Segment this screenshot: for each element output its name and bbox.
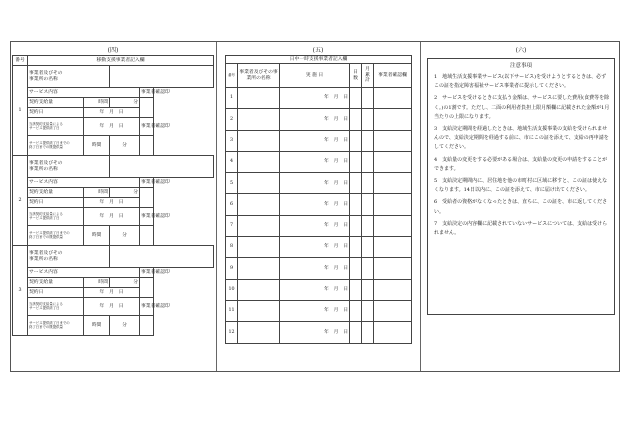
remaining-minutes[interactable]: 分 <box>110 226 140 246</box>
end-date-label: 当該契約支給量による サービス提供終了日 <box>28 298 84 316</box>
row-confirm[interactable] <box>374 237 412 258</box>
amount-hours[interactable]: 時間 <box>84 188 110 198</box>
remaining-hours[interactable]: 時間 <box>84 136 110 156</box>
row-confirm[interactable] <box>374 88 412 109</box>
row-provider[interactable] <box>238 151 280 172</box>
provider-value[interactable] <box>110 246 214 268</box>
row-provider[interactable] <box>238 215 280 236</box>
amount-hours[interactable]: 時間 <box>84 98 110 108</box>
end-date-value[interactable]: 年 月 日 <box>84 298 140 316</box>
row-date[interactable]: 年 月 日 <box>280 88 350 109</box>
col-date: 実 施 日 <box>280 64 350 88</box>
contract-date-value[interactable]: 年 月 日 <box>84 288 140 298</box>
row-date[interactable]: 年 月 日 <box>280 194 350 215</box>
row-provider[interactable] <box>238 194 280 215</box>
row-date[interactable]: 年 月 日 <box>280 109 350 130</box>
row-number: 8 <box>226 237 238 258</box>
row-number: 9 <box>226 258 238 279</box>
note-item: 7 支給決定の内容欄に記載されていないサービスについては、支給は受けられません。 <box>434 220 608 237</box>
col-days: 日数 <box>350 64 362 88</box>
row-provider[interactable] <box>238 258 280 279</box>
remaining-label: サービス提供終了日までの 終了日までの既提供量 <box>28 226 84 246</box>
end-date-label: 当該契約支給量による サービス提供終了日 <box>28 118 84 136</box>
remaining-label: サービス提供終了日までの 終了日までの既提供量 <box>28 316 84 336</box>
provider-value[interactable] <box>110 66 214 88</box>
row-provider[interactable] <box>238 322 280 343</box>
row-days[interactable] <box>350 300 362 321</box>
amount-label: 契約支給量 <box>28 98 84 108</box>
confirm-label: 事業者確認印 <box>140 268 154 278</box>
provider-label: 事業者及びその 事業所の名称 <box>28 156 110 178</box>
row-provider[interactable] <box>238 173 280 194</box>
row-provider[interactable] <box>238 109 280 130</box>
confirm-stamp[interactable] <box>140 278 154 298</box>
row-date[interactable]: 年 月 日 <box>280 130 350 151</box>
row-monthly[interactable] <box>362 279 374 300</box>
contract-date-label: 契約日 <box>28 198 84 208</box>
row-provider[interactable] <box>238 88 280 109</box>
row-number: 3 <box>226 130 238 151</box>
confirm-label: 事業者確認印 <box>140 178 154 188</box>
panel-notes <box>421 42 621 371</box>
day-support-row <box>226 194 412 215</box>
row-date[interactable]: 年 月 日 <box>280 300 350 321</box>
panel5-title: (五) <box>312 47 324 54</box>
day-support-row <box>226 109 412 130</box>
row-monthly[interactable] <box>362 151 374 172</box>
day-support-header: 日中一時支援事業者記入欄 <box>226 56 412 64</box>
amount-hours[interactable]: 時間 <box>84 278 110 288</box>
day-support-row <box>226 237 412 258</box>
amount-minutes[interactable]: 分 <box>110 278 140 288</box>
row-confirm[interactable] <box>374 279 412 300</box>
row-number: 2 <box>226 109 238 130</box>
provider-label: 事業者及びその 事業所の名称 <box>28 66 110 88</box>
row-date[interactable]: 年 月 日 <box>280 215 350 236</box>
row-confirm[interactable] <box>374 300 412 321</box>
block-number: 2 <box>13 156 28 246</box>
row-date[interactable]: 年 月 日 <box>280 151 350 172</box>
row-days[interactable] <box>350 258 362 279</box>
contract-date-value[interactable]: 年 月 日 <box>84 198 140 208</box>
confirm-stamp[interactable] <box>140 98 154 118</box>
contract-date-value[interactable]: 年 月 日 <box>84 108 140 118</box>
notes-box <box>427 58 615 315</box>
row-monthly[interactable] <box>362 237 374 258</box>
row-number: 10 <box>226 279 238 300</box>
panel-mobility-support <box>11 42 215 371</box>
row-days[interactable] <box>350 151 362 172</box>
row-monthly[interactable] <box>362 88 374 109</box>
row-days[interactable] <box>350 194 362 215</box>
mobility-header: 移動支援事業者記入欄 <box>28 56 214 66</box>
row-date[interactable]: 年 月 日 <box>280 258 350 279</box>
col-number: 番号 <box>226 64 238 88</box>
row-confirm[interactable] <box>374 173 412 194</box>
note-item: 6 受給者の資格がなくなったときは、直ちに、この証を、市に返してください。 <box>434 199 608 215</box>
day-support-row <box>226 215 412 236</box>
remaining-hours[interactable]: 時間 <box>84 226 110 246</box>
note-item: 1 地域生活支援事業サービス(以下サービス)を受けようとするときは、必ずこの証を指定障害福祉サービス事業者に提示してください。 <box>434 74 607 90</box>
row-monthly[interactable] <box>362 194 374 215</box>
row-confirm[interactable] <box>374 258 412 279</box>
note-item: 2 サービスを受けるときに支払う金額は、サービスに要した費用(食費等を除く。)の1割です。ただし、二面の利用者負担上限月額欄に記載された金額が1月当たりの上限になります。 <box>434 95 610 120</box>
amount-minutes[interactable]: 分 <box>110 188 140 198</box>
block-number: 1 <box>13 66 28 156</box>
row-days[interactable] <box>350 237 362 258</box>
provider-value[interactable] <box>110 156 214 178</box>
row-number: 12 <box>226 322 238 343</box>
end-date-label: 当該契約支給量による サービス提供終了日 <box>28 208 84 226</box>
col-number-header: 番号 <box>13 56 28 66</box>
day-support-row <box>226 300 412 321</box>
row-monthly[interactable] <box>362 215 374 236</box>
provider-label: 事業者及びその 事業所の名称 <box>28 246 110 268</box>
note-item: 4 支給量の変更をする必要がある場合は、支給量の変更の申請をすることができます。 <box>434 156 608 172</box>
day-support-row <box>226 130 412 151</box>
row-number: 11 <box>226 300 238 321</box>
row-monthly[interactable] <box>362 173 374 194</box>
notes-header: 注意事項 <box>509 63 532 69</box>
panel4-title: (四) <box>107 47 119 54</box>
remaining-hours[interactable]: 時間 <box>84 316 110 336</box>
day-support-row <box>226 279 412 300</box>
remaining-label: サービス提供終了日までの 終了日までの既提供量 <box>28 136 84 156</box>
row-number: 5 <box>226 173 238 194</box>
mobility-blocks <box>13 66 214 336</box>
service-label: サービス内容 <box>28 268 140 278</box>
row-monthly[interactable] <box>362 258 374 279</box>
service-label: サービス内容 <box>28 178 140 188</box>
panel6-title: (六) <box>515 47 527 54</box>
day-support-row <box>226 173 412 194</box>
row-number: 4 <box>226 151 238 172</box>
row-days[interactable] <box>350 322 362 343</box>
day-support-rows <box>226 88 412 344</box>
row-provider[interactable] <box>238 279 280 300</box>
contract-date-label: 契約日 <box>28 108 84 118</box>
contract-date-label: 契約日 <box>28 288 84 298</box>
row-number: 7 <box>226 215 238 236</box>
day-support-row <box>226 88 412 109</box>
col-confirm: 事業者確認欄 <box>374 64 412 88</box>
row-days[interactable] <box>350 173 362 194</box>
row-confirm[interactable] <box>374 109 412 130</box>
row-confirm[interactable] <box>374 151 412 172</box>
note-item: 3 支給決定期間を経過したときは、地域生活支援事業の支給を受けられませんので、支給決定期間を経過する前に、市にこの証を添えて、支給の再申請をしてください。 <box>434 126 609 151</box>
amount-label: 契約支給量 <box>28 278 84 288</box>
remaining-minutes[interactable]: 分 <box>110 316 140 336</box>
row-monthly[interactable] <box>362 300 374 321</box>
confirm-label-2: 事業者確認印 <box>140 208 154 226</box>
confirm-stamp-2[interactable] <box>140 226 154 246</box>
day-support-row <box>226 151 412 172</box>
service-label: サービス内容 <box>28 88 140 98</box>
row-number: 6 <box>226 194 238 215</box>
row-days[interactable] <box>350 279 362 300</box>
confirm-label: 事業者確認印 <box>140 88 154 98</box>
amount-minutes[interactable]: 分 <box>110 98 140 108</box>
row-confirm[interactable] <box>374 130 412 151</box>
col-monthly: 月累計 <box>362 64 374 88</box>
panel-day-support <box>217 42 419 371</box>
row-date[interactable]: 年 月 日 <box>280 322 350 343</box>
row-monthly[interactable] <box>362 109 374 130</box>
recipient-certificate-sheet <box>10 41 620 372</box>
row-days[interactable] <box>350 130 362 151</box>
row-confirm[interactable] <box>374 215 412 236</box>
row-days[interactable] <box>350 88 362 109</box>
row-provider[interactable] <box>238 237 280 258</box>
row-provider[interactable] <box>238 130 280 151</box>
confirm-stamp[interactable] <box>140 188 154 208</box>
block-number: 3 <box>13 246 28 336</box>
row-monthly[interactable] <box>362 130 374 151</box>
day-support-row <box>226 258 412 279</box>
end-date-value[interactable]: 年 月 日 <box>84 118 140 136</box>
row-days[interactable] <box>350 109 362 130</box>
row-date[interactable]: 年 月 日 <box>280 279 350 300</box>
row-confirm[interactable] <box>374 194 412 215</box>
amount-label: 契約支給量 <box>28 188 84 198</box>
confirm-label-2: 事業者確認印 <box>140 298 154 316</box>
row-monthly[interactable] <box>362 322 374 343</box>
confirm-stamp-2[interactable] <box>140 316 154 336</box>
confirm-stamp-2[interactable] <box>140 136 154 156</box>
row-confirm[interactable] <box>374 322 412 343</box>
row-date[interactable]: 年 月 日 <box>280 237 350 258</box>
remaining-minutes[interactable]: 分 <box>110 136 140 156</box>
note-item: 5 支給決定期間内に、居住地を他の市町村に区域に移すと、この証は使えなくなります。14日以内に、この証を添えて、市に届け出てください。 <box>434 178 608 194</box>
row-provider[interactable] <box>238 300 280 321</box>
row-days[interactable] <box>350 215 362 236</box>
day-support-table <box>225 55 412 344</box>
row-date[interactable]: 年 月 日 <box>280 173 350 194</box>
col-provider: 事業者及びその事業所の名称 <box>238 64 280 88</box>
row-number: 1 <box>226 88 238 109</box>
end-date-value[interactable]: 年 月 日 <box>84 208 140 226</box>
day-support-row <box>226 322 412 343</box>
mobility-support-table <box>12 55 214 336</box>
confirm-label-2: 事業者確認印 <box>140 118 154 136</box>
